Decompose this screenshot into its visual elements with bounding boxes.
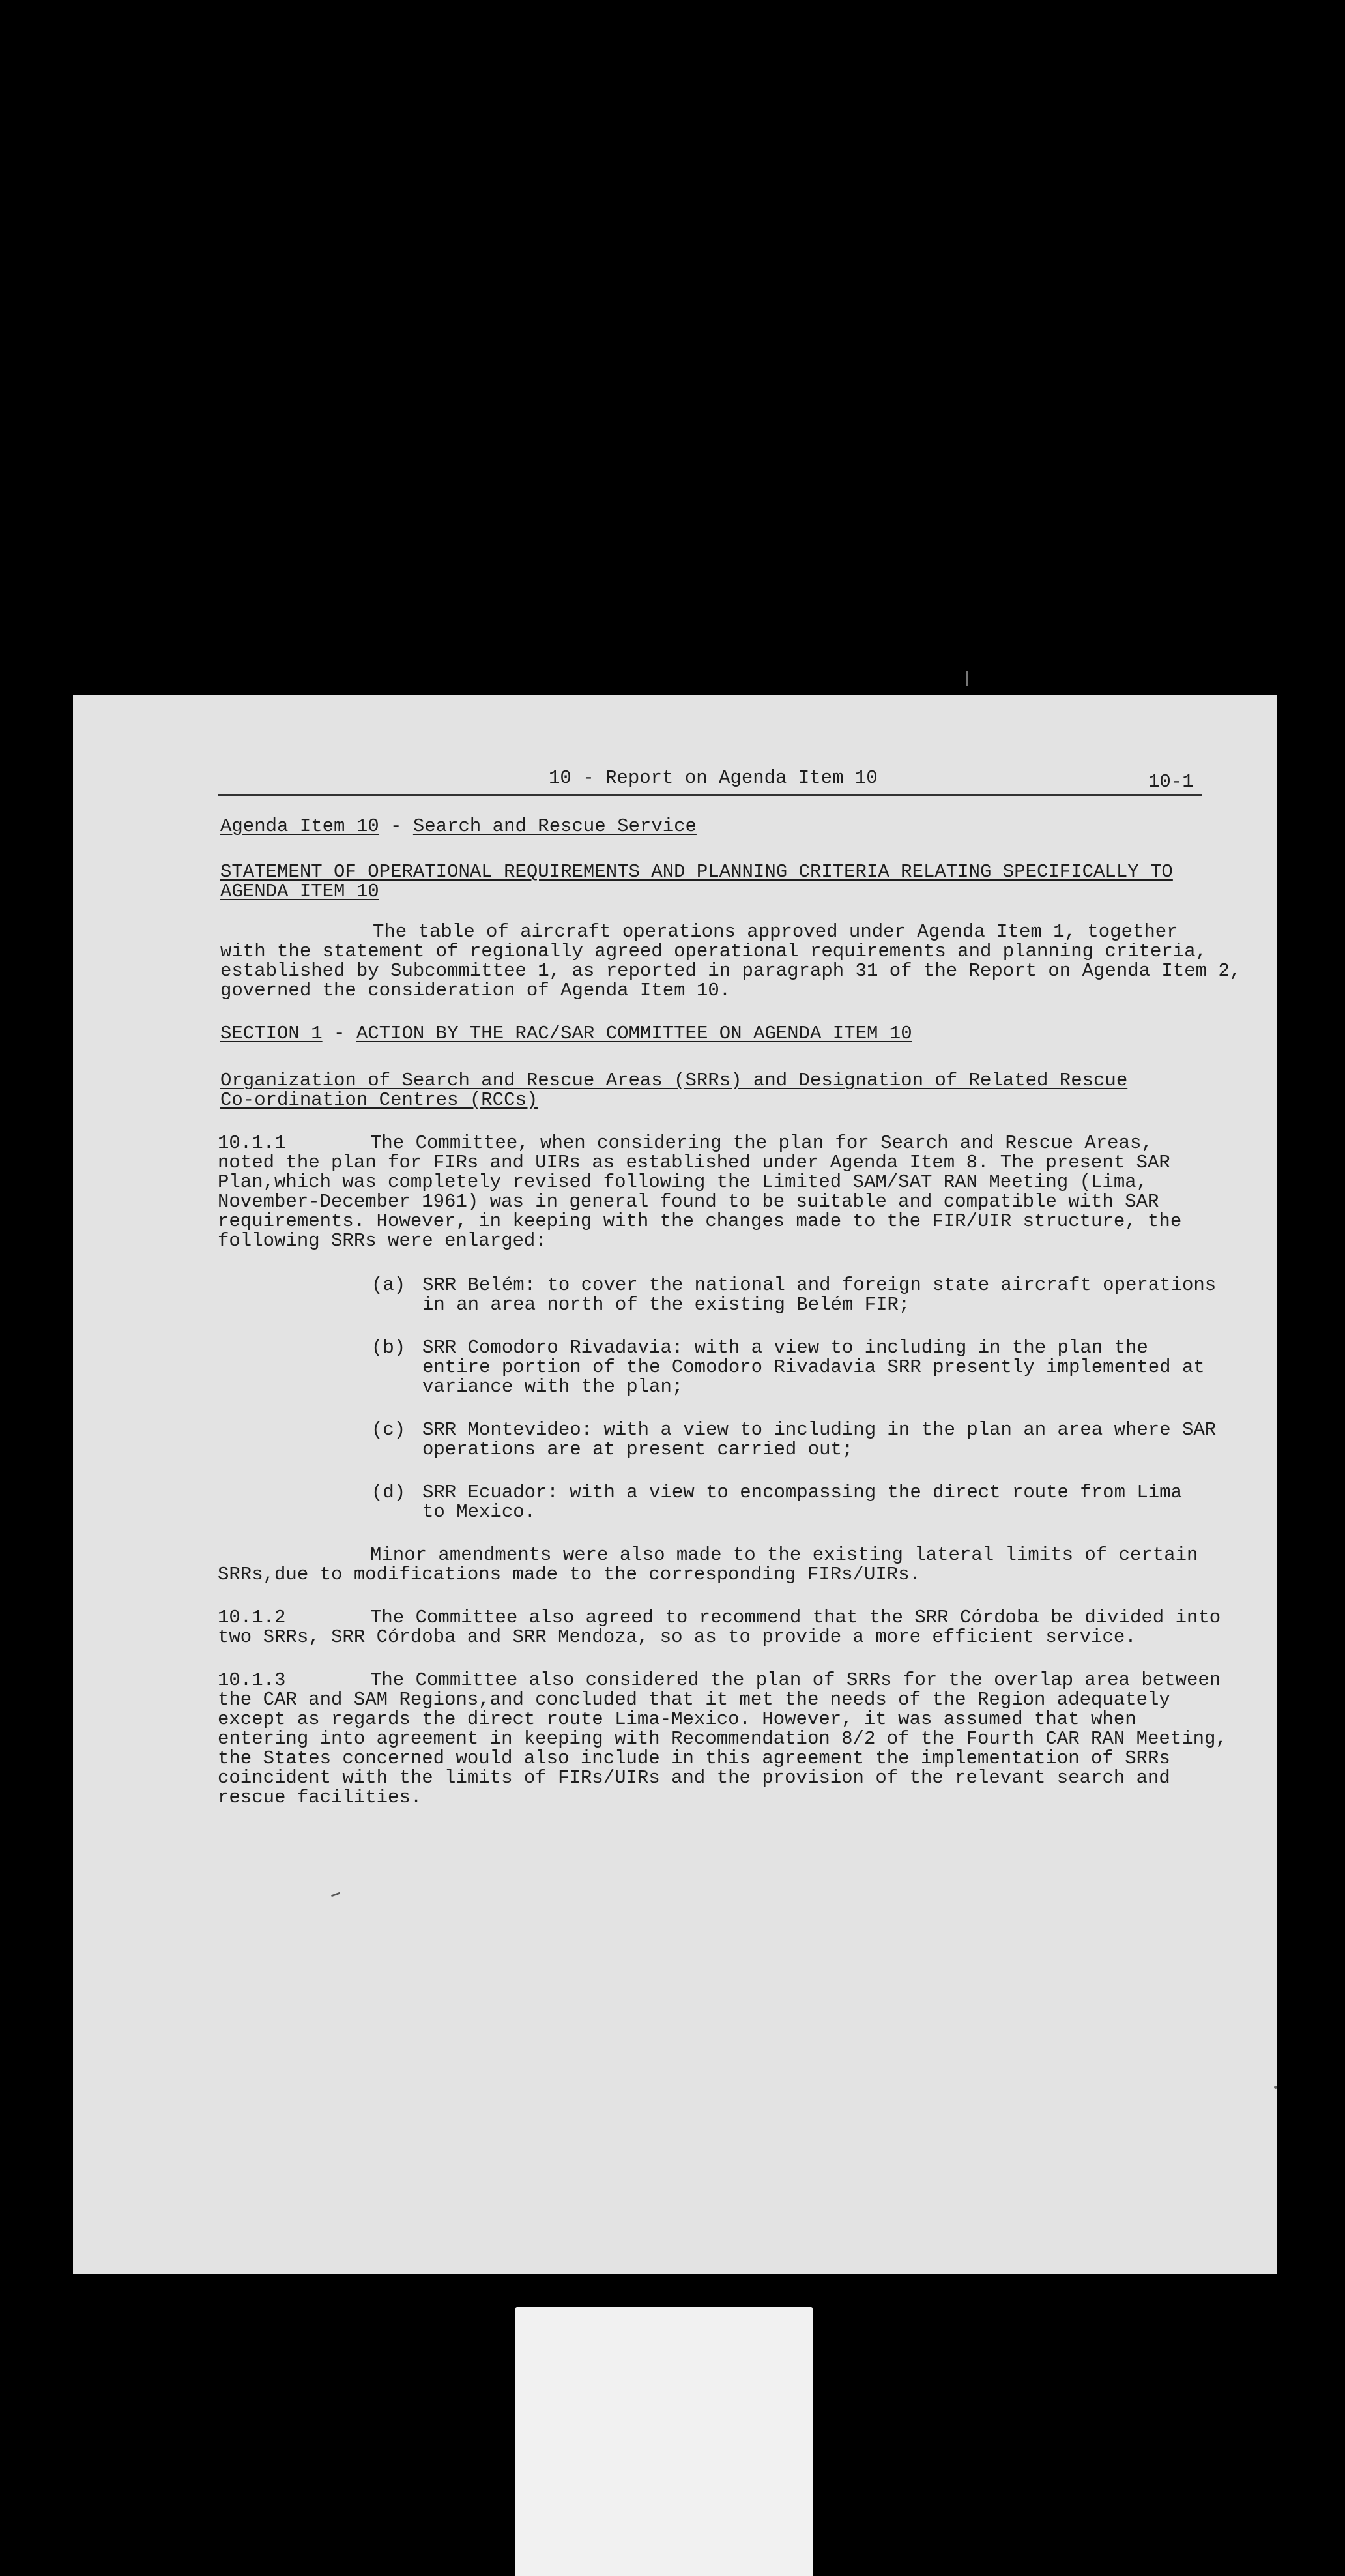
para-10-1-2-line-1: The Committee also agreed to recommend that the SRR Córdoba be divided into: [370, 1607, 1221, 1628]
intro-paragraph-line-2: with the statement of regionally agreed operational requirements and planning criteria,: [220, 941, 1208, 962]
para-10-1-1-line-6: following SRRs were enlarged:: [218, 1230, 547, 1251]
page-number: 10-1: [1148, 771, 1194, 793]
organization-heading-line-2: Co-ordination Centres (RCCs): [220, 1089, 538, 1111]
list-item-d-line-1: SRR Ecuador: with a view to encompassing the direct route from Lima: [422, 1482, 1182, 1503]
minor-amendments-line-2: SRRs,due to modifications made to the corresponding FIRs/UIRs.: [218, 1564, 921, 1585]
para-10-1-3-line-5: the States concerned would also include in this agreement the implementation of SRRs: [218, 1748, 1170, 1769]
list-item-b-marker: (b): [371, 1337, 406, 1358]
list-item-b-line-1: SRR Comodoro Rivadavia: with a view to including in the plan the: [422, 1337, 1148, 1358]
para-10-1-3-line-6: coincident with the limits of FIRs/UIRs and the provision of the relevant search and: [218, 1767, 1170, 1789]
section-heading: [220, 1022, 912, 1046]
list-item-d-line-2: to Mexico.: [422, 1501, 536, 1523]
agenda-heading-separator: -: [379, 815, 413, 837]
statement-heading-line-2: AGENDA ITEM 10: [220, 881, 379, 902]
list-item-b-line-2: entire portion of the Comodoro Rivadavia SRR presently implemented at: [422, 1356, 1205, 1378]
document-page: [73, 695, 1277, 2274]
agenda-heading: [220, 815, 697, 838]
para-10-1-2-number: 10.1.2: [218, 1607, 286, 1628]
para-10-1-1-line-2: noted the plan for FIRs and UIRs as established under Agenda Item 8. The present SAR: [218, 1152, 1170, 1173]
page-header-title: 10 - Report on Agenda Item 10: [549, 767, 878, 789]
blank-card: [515, 2307, 813, 2576]
para-10-1-3-line-3: except as regards the direct route Lima-Mexico. However, it was assumed that when: [218, 1708, 1136, 1730]
section-heading-subject: ACTION BY THE RAC/SAR COMMITTEE ON AGENDA ITEM 10: [356, 1023, 912, 1044]
scan-artifact-mark: [966, 671, 968, 686]
list-item-a-marker: (a): [371, 1274, 406, 1296]
para-10-1-2-line-2: two SRRs, SRR Córdoba and SRR Mendoza, so as to provide a more efficient service.: [218, 1626, 1136, 1648]
section-heading-label: SECTION 1: [220, 1023, 323, 1044]
section-heading-separator: -: [322, 1023, 356, 1044]
minor-amendments-line-1: Minor amendments were also made to the existing lateral limits of certain: [370, 1544, 1198, 1566]
list-item-c-line-2: operations are at present carried out;: [422, 1439, 854, 1460]
para-10-1-3-line-1: The Committee also considered the plan of SRRs for the overlap area between: [370, 1669, 1221, 1691]
intro-paragraph-line-1: The table of aircraft operations approved under Agenda Item 1, together: [373, 921, 1178, 943]
list-item-c-marker: (c): [371, 1419, 406, 1441]
list-item-c-line-1: SRR Montevideo: with a view to including in the plan an area where SAR: [422, 1419, 1217, 1441]
list-item-d-marker: (d): [371, 1482, 406, 1503]
para-10-1-3-line-4: entering into agreement in keeping with Recommendation 8/2 of the Fourth CAR RAN Meeting,: [218, 1728, 1227, 1749]
agenda-heading-label: Agenda Item 10: [220, 815, 379, 837]
organization-heading-line-1: Organization of Search and Rescue Areas (SRRs) and Designation of Related Rescue: [220, 1070, 1128, 1091]
list-item-a-line-1: SRR Belém: to cover the national and foreign state aircraft operations: [422, 1274, 1217, 1296]
agenda-heading-subject: Search and Rescue Service: [412, 815, 697, 837]
para-10-1-3-number: 10.1.3: [218, 1669, 286, 1691]
list-item-b-line-3: variance with the plan;: [422, 1376, 684, 1398]
intro-paragraph-line-3: established by Subcommittee 1, as reported in paragraph 31 of the Report on Agenda Item 2,: [220, 960, 1241, 982]
scan-artifact-dot: [1274, 2086, 1277, 2089]
para-10-1-1-line-5: requirements. However, in keeping with the changes made to the FIR/UIR structure, the: [218, 1210, 1182, 1232]
para-10-1-3-line-2: the CAR and SAM Regions,and concluded that it met the needs of the Region adequately: [218, 1689, 1170, 1710]
intro-paragraph-line-4: governed the consideration of Agenda Item 10.: [220, 980, 731, 1001]
para-10-1-1-line-3: Plan,which was completely revised following the Limited SAM/SAT RAN Meeting (Lima,: [218, 1171, 1148, 1193]
header-rule: [218, 794, 1202, 796]
para-10-1-1-line-1: The Committee, when considering the plan for Search and Rescue Areas,: [370, 1132, 1153, 1154]
para-10-1-1-line-4: November-December 1961) was in general found to be suitable and compatible with SAR: [218, 1191, 1159, 1212]
para-10-1-1-number: 10.1.1: [218, 1132, 286, 1154]
statement-heading-line-1: STATEMENT OF OPERATIONAL REQUIREMENTS AND PLANNING CRITERIA RELATING SPECIFICALLY TO: [220, 861, 1173, 883]
para-10-1-3-line-7: rescue facilities.: [218, 1787, 422, 1808]
list-item-a-line-2: in an area north of the existing Belém FIR;: [422, 1294, 910, 1315]
